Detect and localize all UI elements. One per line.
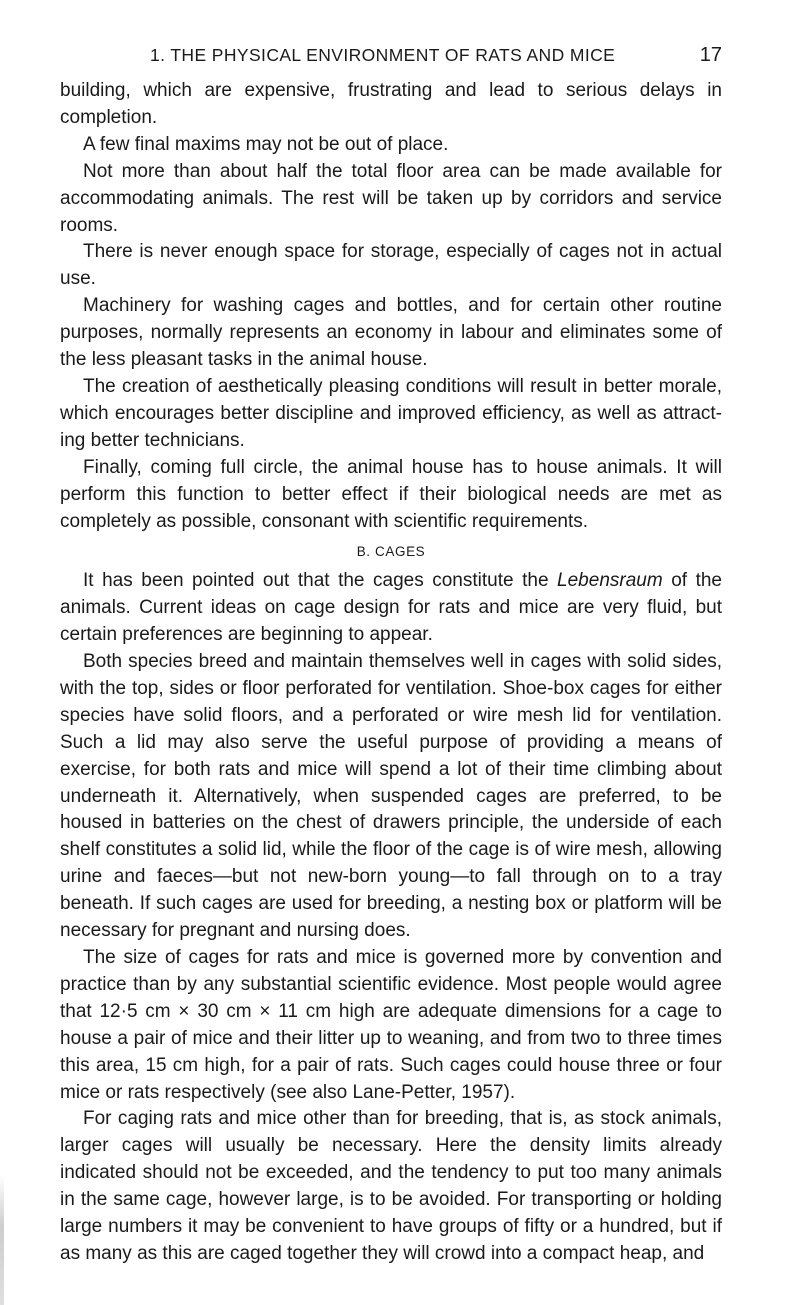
paragraph: A few final maxims may not be out of place. (83, 133, 449, 155)
running-title: 1. THE PHYSICAL ENVIRONMENT OF RATS AND MICE (150, 45, 616, 65)
paragraph: For caging rats and mice other than for breeding, that is, as stock animals, larger cages will usually be necessary. Here the density limits already indicated should not be exceeded, and the tendency to put too many animals in the same cage, however large, is to be avoided. For transporting or holding large numbers it may be convenient to have groups of fifty or a hundred, but if as many as this are caged together they will crowd into a compact heap, and (60, 1108, 722, 1264)
section-heading: B. CAGES (356, 544, 426, 560)
italic-term: Lebensraum (557, 570, 663, 592)
paragraph (60, 568, 722, 649)
paragraph: There is never enough space for storage, especially of cages not in actual use. (60, 241, 722, 290)
page-number: 17 (699, 44, 722, 66)
body-text (60, 78, 722, 1268)
scan-edge-artifact (0, 1175, 4, 1305)
paragraph: Machinery for washing cages and bottles, and for certain other routine purposes, normally represents an economy in labour and eliminates some of the less pleasant tasks in the animal house. (60, 295, 722, 371)
paragraph: Not more than about half the total floor area can be made available for accommodating animals. The rest will be taken up by corridors and service rooms. (60, 160, 722, 236)
paragraph: Finally, coming full circle, the animal house has to house animals. It will perform this function to better effect if their biological needs are met as completely as possible, consonant with scientific requirements. (60, 456, 722, 532)
paragraph: Both species breed and maintain themselves well in cages with solid sides, with the top, sides or floor perforated for ventilation. Shoe-box cages for either species have solid floors, and a perforated or wire mesh lid for ventilation. Such a lid may also serve the useful purpose of providing a means of exercise, for both rats and mice will spend a lot of their time climbing about underneath it. Alternatively, when suspended cages are preferred, to be housed in batteries on the chest of drawers principle, the underside of each shelf constitutes a solid lid, while the floor of the cage is of wire mesh, allowing urine and faeces—but not new-born young—to fall through on to a tray beneath. If such cages are used for breeding, a nesting box or platform will be necessary for pregnant and nursing does. (60, 651, 722, 942)
paragraph: The creation of aesthetically pleasing conditions will result in better morale, which encourages better discipline and improved efficiency, as well as attracting better technicians. (60, 375, 722, 451)
text-run: of the animals. Current ideas on cage design for rats and mice are very fluid, but certain preferences are beginning to appear. (60, 570, 722, 646)
paragraph: building, which are expensive, frustrating and lead to serious delays in completion. (60, 80, 722, 128)
paragraph: The size of cages for rats and mice is governed more by convention and practice than by any substantial scientific evidence. Most people would agree that 12·5 cm × 30 cm × 11 cm high are adequate dimensions for a cage to house a pair of mice and their litter up to weaning, and from two to three times this area, 15 cm high, for a pair of rats. Such cages could house three or four mice or rats respectively (see also Lane-Petter, 1957). (60, 947, 722, 1103)
running-head (60, 44, 722, 70)
text-run: It has been pointed out that the cages constitute the (83, 570, 558, 592)
